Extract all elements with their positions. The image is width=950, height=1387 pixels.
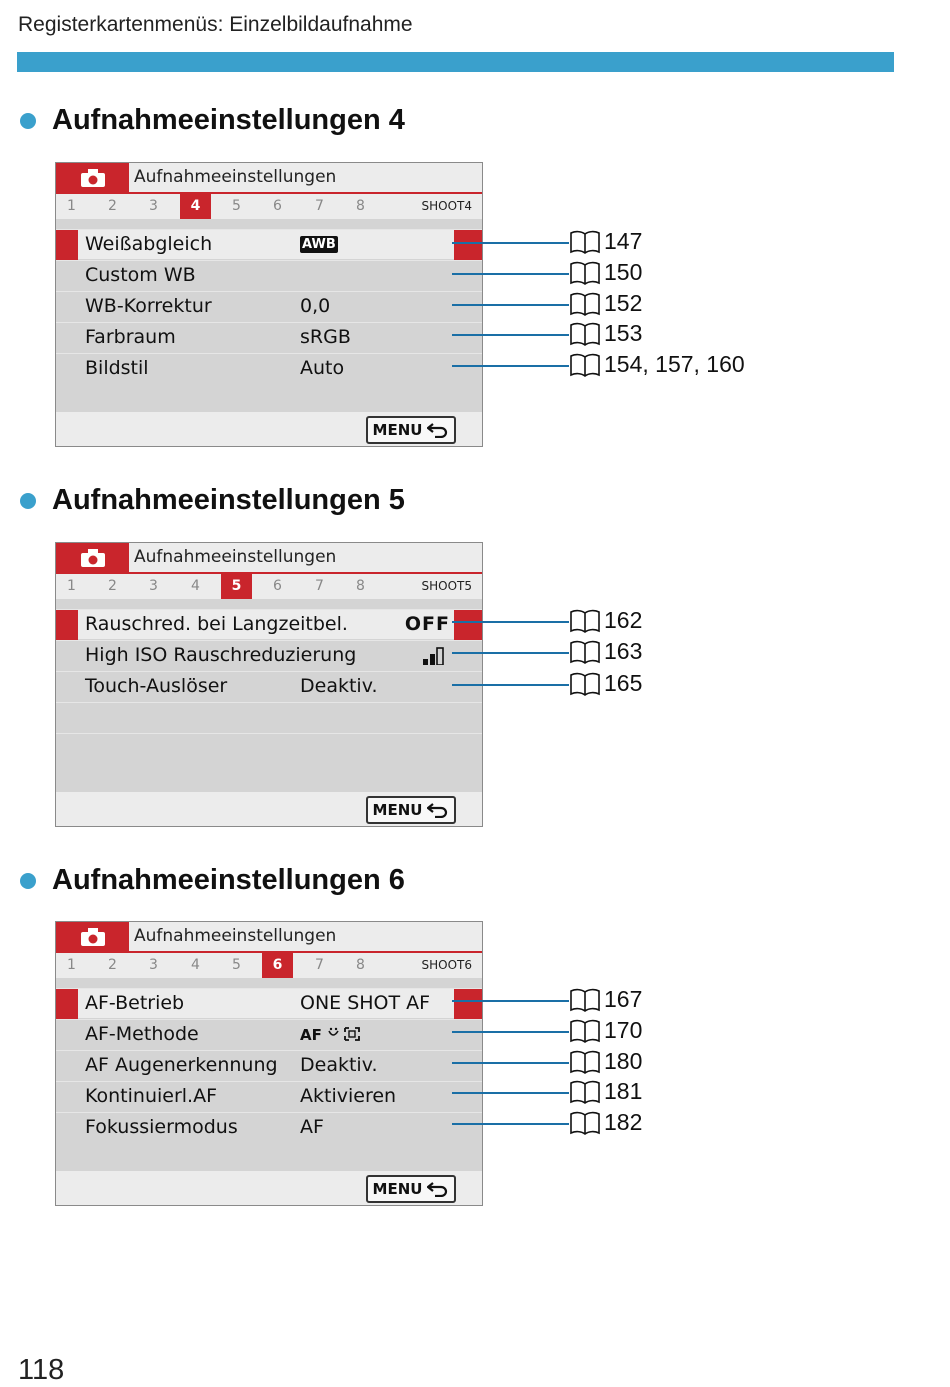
camera-screen-shoot6 [55,921,483,1206]
selection-marker [454,230,482,260]
section-title-text: Aufnahmeeinstellungen 6 [52,864,405,896]
page-reference[interactable] [569,607,642,634]
camera-icon [56,922,129,951]
shoot-code: SHOOT5 [421,579,472,593]
page-ref-number: 154, 157, 160 [604,351,745,377]
book-icon [569,229,601,255]
book-icon [569,639,601,665]
tab-strip [56,574,482,599]
item-label: Fokussiermodus [85,1116,238,1138]
book-icon [569,321,601,347]
screen-title-bar [56,922,482,953]
running-header: Registerkartenmenüs: Einzelbildaufnahme [18,13,413,36]
page-reference[interactable] [569,1017,642,1044]
menu-item-custom-wb[interactable] [56,260,482,290]
tab-strip [56,953,482,978]
camera-screen-shoot5 [55,542,483,827]
awb-icon: AWB [302,237,336,252]
menu-back-button[interactable] [366,416,456,444]
book-icon [569,1049,601,1075]
page-ref-number: 152 [604,290,643,316]
tab-4[interactable]: 4 [191,957,200,973]
tab-8[interactable]: 8 [356,957,365,973]
tab-6-active[interactable]: 6 [262,953,293,978]
item-value [300,233,338,255]
bullet-icon [20,873,36,889]
menu-item-eye-detection[interactable] [56,1050,482,1080]
menu-button-label: MENU [372,1180,423,1198]
selection-marker [56,230,78,260]
page-reference[interactable] [569,1078,642,1105]
page-reference[interactable] [569,320,642,347]
tab-6[interactable]: 6 [273,578,282,594]
menu-item-wb-correction[interactable] [56,291,482,321]
menu-back-button[interactable] [366,796,456,824]
item-label: Kontinuierl.AF [85,1085,218,1107]
nr-level-icon [422,647,446,665]
page-number: 118 [18,1354,65,1386]
book-icon [569,1079,601,1105]
screen-footer [56,1171,482,1205]
page-ref-number: 182 [604,1109,643,1135]
page-reference[interactable] [569,228,642,255]
camera-icon [56,543,129,572]
page-reference[interactable] [569,259,642,286]
selection-marker [454,989,482,1019]
page-reference[interactable] [569,290,642,317]
screen-title: Aufnahmeeinstellungen [134,547,337,567]
page-ref-number: 165 [604,670,643,696]
page-reference[interactable] [569,670,642,697]
screen-title-bar [56,543,482,574]
selection-marker [56,610,78,640]
tab-3[interactable]: 3 [149,578,158,594]
item-label: Bildstil [85,357,149,379]
page-ref-number: 181 [604,1078,643,1104]
page-ref-number: 153 [604,320,643,346]
menu-back-button[interactable] [366,1175,456,1203]
menu-item-focus-mode[interactable] [56,1112,482,1142]
menu-button-label: MENU [372,421,423,439]
item-label: High ISO Rauschreduzierung [85,644,357,666]
page-reference[interactable] [569,1109,642,1136]
menu-item-empty [56,733,482,763]
item-label: AF Augenerkennung [85,1054,278,1076]
item-value: ONE SHOT AF [300,992,431,1014]
item-label: AF-Methode [85,1023,199,1045]
tab-5-active[interactable]: 5 [221,574,252,599]
tab-5[interactable]: 5 [232,957,241,973]
tab-5[interactable]: 5 [232,198,241,214]
leader-line [452,1000,569,1002]
tab-7[interactable]: 7 [315,578,324,594]
menu-item-picture-style[interactable] [56,353,482,383]
face-tracking-icon [327,1027,361,1041]
section-title-shoot4 [20,104,405,137]
book-icon [569,671,601,697]
menu-item-long-exp-nr[interactable] [56,609,482,639]
menu-item-af-operation[interactable] [56,988,482,1018]
item-value [422,647,446,670]
leader-line [452,304,569,306]
page-ref-number: 147 [604,228,643,254]
selection-marker [454,610,482,640]
shoot-code: SHOOT4 [421,199,472,213]
page-ref-number: 170 [604,1017,643,1043]
selection-marker [56,989,78,1019]
item-value: Deaktiv. [300,1054,378,1076]
item-value: Aktivieren [300,1085,397,1107]
page-reference[interactable] [569,986,642,1013]
shoot-code: SHOOT6 [421,958,472,972]
section-title-shoot6 [20,864,405,897]
item-value: AF [300,1116,324,1138]
item-label: Weißabgleich [85,233,213,255]
menu-item-high-iso-nr[interactable] [56,640,482,670]
item-label: AF-Betrieb [85,992,185,1014]
leader-line [452,684,569,686]
leader-line [452,621,569,623]
page-ref-number: 163 [604,638,643,664]
screen-title: Aufnahmeeinstellungen [134,926,337,946]
tab-2[interactable]: 2 [108,198,117,214]
leader-line [452,242,569,244]
book-icon [569,260,601,286]
tab-1[interactable]: 1 [67,198,76,214]
screen-footer [56,792,482,826]
item-value [300,1026,361,1044]
page-reference[interactable] [569,638,642,665]
bullet-icon [20,113,36,129]
page-reference[interactable] [569,1048,642,1075]
tab-8[interactable]: 8 [356,578,365,594]
item-value: Auto [300,357,345,379]
book-icon [569,291,601,317]
page-ref-number: 167 [604,986,643,1012]
item-label: WB-Korrektur [85,295,212,317]
leader-line [452,273,569,275]
item-value: 0,0 [300,295,331,317]
tab-2[interactable]: 2 [108,957,117,973]
tab-1[interactable]: 1 [67,578,76,594]
item-value: Deaktiv. [300,675,378,697]
tab-1[interactable]: 1 [67,957,76,973]
screen-title-bar [56,163,482,194]
tab-7[interactable]: 7 [315,957,324,973]
book-icon [569,352,601,378]
book-icon [569,987,601,1013]
tab-3[interactable]: 3 [149,198,158,214]
tab-7[interactable]: 7 [315,198,324,214]
leader-line [452,334,569,336]
item-label: Custom WB [85,264,196,286]
section-title-text: Aufnahmeeinstellungen 4 [52,104,405,136]
return-arrow-icon [427,422,449,438]
page-ref-number: 162 [604,607,643,633]
item-label: Farbraum [85,326,176,348]
tab-3[interactable]: 3 [149,957,158,973]
af-method-text: AF [300,1026,322,1044]
menu-item-empty [56,702,482,732]
return-arrow-icon [427,802,449,818]
camera-icon [56,163,129,192]
leader-line [452,1062,569,1064]
tab-2[interactable]: 2 [108,578,117,594]
camera-screen-shoot4 [55,162,483,447]
item-label: Rauschred. bei Langzeitbel. [85,613,348,635]
header-rule [17,52,894,72]
item-value: OFF [404,613,450,635]
menu-button-label: MENU [372,801,423,819]
item-label: Touch-Auslöser [85,675,228,697]
menu-item-white-balance[interactable] [56,229,482,259]
section-title-text: Aufnahmeeinstellungen 5 [52,484,405,516]
menu-item-continuous-af[interactable] [56,1081,482,1111]
menu-item-touch-shutter[interactable] [56,671,482,701]
tab-strip [56,194,482,219]
book-icon [569,1110,601,1136]
page-ref-number: 180 [604,1048,643,1074]
book-icon [569,608,601,634]
screen-title: Aufnahmeeinstellungen [134,167,337,187]
tab-4[interactable]: 4 [191,578,200,594]
item-value: sRGB [300,326,351,348]
return-arrow-icon [427,1181,449,1197]
leader-line [452,1092,569,1094]
book-icon [569,1018,601,1044]
tab-4-active[interactable]: 4 [180,194,211,219]
leader-line [452,1123,569,1125]
tab-6[interactable]: 6 [273,198,282,214]
leader-line [452,365,569,367]
screen-footer [56,412,482,446]
menu-item-af-method[interactable] [56,1019,482,1049]
tab-8[interactable]: 8 [356,198,365,214]
page-ref-number: 150 [604,259,643,285]
leader-line [452,652,569,654]
section-title-shoot5 [20,484,405,517]
page-reference[interactable] [569,351,745,378]
menu-item-color-space[interactable] [56,322,482,352]
leader-line [452,1031,569,1033]
bullet-icon [20,493,36,509]
